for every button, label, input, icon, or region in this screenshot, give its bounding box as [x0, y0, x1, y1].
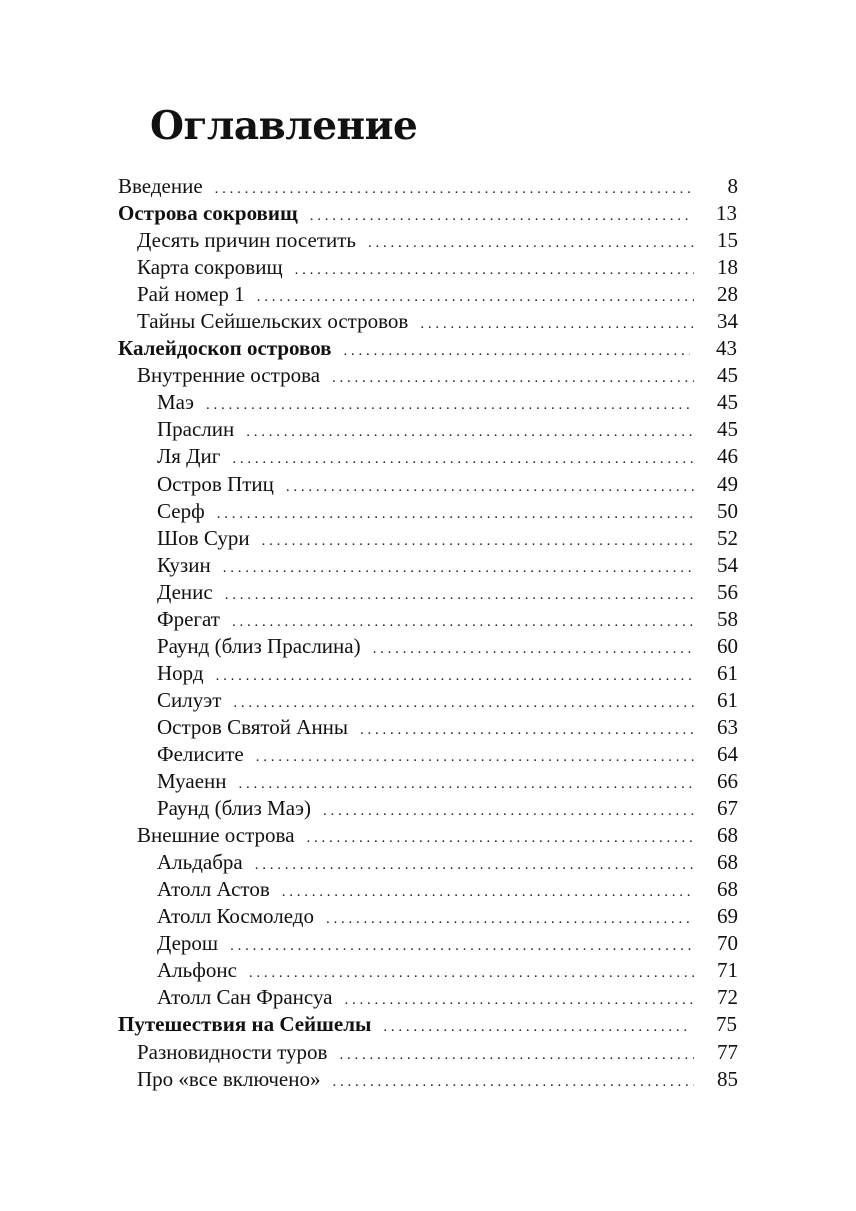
- toc-page-number: 18: [717, 255, 738, 280]
- toc-entry-label: Альдабра: [157, 850, 243, 875]
- toc-entry[interactable]: [118, 471, 738, 498]
- toc-entry-label: Дерош: [157, 931, 219, 956]
- dot-leader: [233, 690, 694, 717]
- dot-leader: [215, 176, 694, 203]
- toc-entry-label: Фрегат: [157, 606, 220, 631]
- toc-entry[interactable]: [118, 687, 738, 714]
- toc-page-number: 71: [717, 958, 738, 983]
- toc-page-number: 8: [727, 174, 738, 198]
- dot-leader: [206, 392, 694, 419]
- toc-entry[interactable]: [118, 579, 738, 606]
- toc-entry-label: Ля Диг: [157, 444, 221, 469]
- toc-entry-label: Рай номер 1: [137, 282, 245, 307]
- toc-entry[interactable]: [118, 741, 738, 768]
- toc-entry[interactable]: [118, 930, 738, 957]
- toc-section-entry[interactable]: [118, 200, 738, 227]
- dot-leader: [286, 474, 694, 501]
- dot-leader: [368, 230, 694, 257]
- toc-page-number: 85: [717, 1066, 738, 1091]
- toc-page-number: 61: [717, 660, 738, 685]
- toc-page-number: 15: [717, 228, 738, 253]
- page-title: Оглавление: [150, 103, 418, 149]
- toc-entry-label: Атолл Сан Франсуа: [157, 985, 333, 1010]
- toc-entry[interactable]: [118, 308, 738, 335]
- toc-entry[interactable]: [118, 254, 738, 281]
- toc-entry-label: Денис: [157, 579, 213, 604]
- toc-section-entry[interactable]: [118, 335, 738, 362]
- dot-leader: [216, 663, 694, 690]
- toc-entry-label: Праслин: [157, 417, 235, 442]
- toc-section-entry[interactable]: [118, 1011, 738, 1038]
- dot-leader: [339, 1042, 694, 1069]
- dot-leader: [344, 338, 690, 365]
- toc-page-number: 34: [717, 309, 738, 334]
- dot-leader: [239, 771, 695, 798]
- dot-leader: [373, 636, 694, 663]
- toc-entry-label: Калейдоскоп островов: [118, 336, 332, 361]
- dot-leader: [323, 798, 694, 825]
- dot-leader: [345, 987, 694, 1014]
- toc-entry-label: Про «все включено»: [137, 1066, 321, 1091]
- toc-entry-label: Раунд (близ Праслина): [157, 633, 361, 658]
- dot-leader: [326, 906, 694, 933]
- toc-page-number: 58: [717, 606, 738, 631]
- toc-page-number: 54: [717, 552, 738, 577]
- toc-entry[interactable]: [118, 606, 738, 633]
- dot-leader: [262, 528, 694, 555]
- toc-entry-label: Кузин: [157, 552, 211, 577]
- toc-entry[interactable]: [118, 984, 738, 1011]
- toc-page-number: 63: [717, 714, 738, 739]
- dot-leader: [225, 582, 694, 609]
- toc-section-entry[interactable]: [118, 173, 738, 200]
- toc-entry-label: Путешествия на Сейшелы: [118, 1012, 372, 1037]
- dot-leader: [307, 825, 694, 852]
- toc-entry[interactable]: [118, 443, 738, 470]
- toc-entry[interactable]: [118, 876, 738, 903]
- toc-page-number: 69: [717, 904, 738, 929]
- toc-page-number: 61: [717, 687, 738, 712]
- toc-entry[interactable]: [118, 1039, 738, 1066]
- toc-entry-label: Атолл Космоледо: [157, 904, 314, 929]
- toc-entry-label: Маэ: [157, 390, 195, 415]
- toc-page-number: 45: [717, 417, 738, 442]
- dot-leader: [232, 609, 694, 636]
- dot-leader: [282, 879, 694, 906]
- toc-entry[interactable]: [118, 525, 738, 552]
- toc-page-number: 64: [717, 741, 738, 766]
- dot-leader: [383, 1014, 690, 1041]
- dot-leader: [232, 446, 694, 473]
- toc-entry[interactable]: [118, 389, 738, 416]
- toc-entry-label: Внутренние острова: [137, 363, 321, 388]
- dot-leader: [255, 852, 694, 879]
- dot-leader: [420, 311, 694, 338]
- toc-entry[interactable]: [118, 552, 738, 579]
- toc-entry-label: Внешние острова: [137, 823, 295, 848]
- toc-entry[interactable]: [118, 768, 738, 795]
- toc-page-number: 49: [717, 471, 738, 496]
- toc-entry[interactable]: [118, 281, 738, 308]
- toc-entry-label: Раунд (близ Маэ): [157, 796, 312, 821]
- toc-entry-label: Норд: [157, 660, 204, 685]
- toc-entry-label: Тайны Сейшельских островов: [137, 309, 409, 334]
- toc-page-number: 28: [717, 282, 738, 307]
- toc-entry-label: Серф: [157, 498, 205, 523]
- dot-leader: [256, 744, 694, 771]
- toc-page-number: 43: [716, 336, 737, 361]
- toc-page-number: 70: [717, 931, 738, 956]
- toc-entry-label: Острова сокровищ: [118, 201, 298, 226]
- toc-entry-label: Карта сокровищ: [137, 255, 283, 280]
- dot-leader: [295, 257, 694, 284]
- toc-page-number: 60: [717, 633, 738, 658]
- dot-leader: [360, 717, 694, 744]
- toc-page-number: 75: [716, 1012, 737, 1037]
- toc-entry[interactable]: [118, 660, 738, 687]
- dot-leader: [246, 419, 694, 446]
- toc-page-number: 77: [717, 1039, 738, 1064]
- toc-page-number: 66: [717, 769, 738, 794]
- toc-entry[interactable]: [118, 227, 738, 254]
- toc-entry-label: Остров Святой Анны: [157, 714, 349, 739]
- toc-entry-label: Введение: [118, 174, 203, 198]
- toc-entry[interactable]: [118, 822, 738, 849]
- toc-page-number: 46: [717, 444, 738, 469]
- dot-leader: [310, 203, 690, 230]
- dot-leader: [230, 933, 694, 960]
- toc-entry-label: Остров Птиц: [157, 471, 274, 496]
- dot-leader: [223, 555, 694, 582]
- toc-page-number: 13: [716, 201, 737, 226]
- toc-page-number: 67: [717, 796, 738, 821]
- toc-entry[interactable]: [118, 498, 738, 525]
- toc-entry[interactable]: [118, 362, 738, 389]
- toc-page-number: 50: [717, 498, 738, 523]
- toc-entry[interactable]: [118, 714, 738, 741]
- toc-entry[interactable]: [118, 957, 738, 984]
- toc-entry-label: Силуэт: [157, 687, 222, 712]
- toc-entry[interactable]: [118, 795, 738, 822]
- toc-entry-label: Разновидности туров: [137, 1039, 328, 1064]
- toc-entry-label: Муаенн: [157, 769, 227, 794]
- toc-entry[interactable]: [118, 903, 738, 930]
- toc-page-number: 45: [717, 363, 738, 388]
- dot-leader: [257, 284, 694, 311]
- toc-entry-label: Альфонс: [157, 958, 237, 983]
- toc-page-number: 68: [717, 823, 738, 848]
- toc-entry[interactable]: [118, 633, 738, 660]
- toc-page-number: 52: [717, 525, 738, 550]
- toc-entry-label: Фелисите: [157, 741, 244, 766]
- toc-page-number: 72: [717, 985, 738, 1010]
- toc-page-number: 68: [717, 877, 738, 902]
- dot-leader: [332, 1069, 694, 1096]
- toc-page-number: 45: [717, 390, 738, 415]
- dot-leader: [249, 960, 694, 987]
- toc-page-number: 68: [717, 850, 738, 875]
- table-of-contents: [118, 173, 738, 1093]
- toc-entry[interactable]: [118, 849, 738, 876]
- toc-entry-label: Шов Сури: [157, 525, 250, 550]
- toc-page-number: 56: [717, 579, 738, 604]
- dot-leader: [217, 501, 694, 528]
- toc-entry[interactable]: [118, 1066, 738, 1093]
- toc-entry-label: Атолл Астов: [157, 877, 270, 902]
- dot-leader: [332, 365, 694, 392]
- toc-entry-label: Десять причин посетить: [137, 228, 357, 253]
- toc-entry[interactable]: [118, 416, 738, 443]
